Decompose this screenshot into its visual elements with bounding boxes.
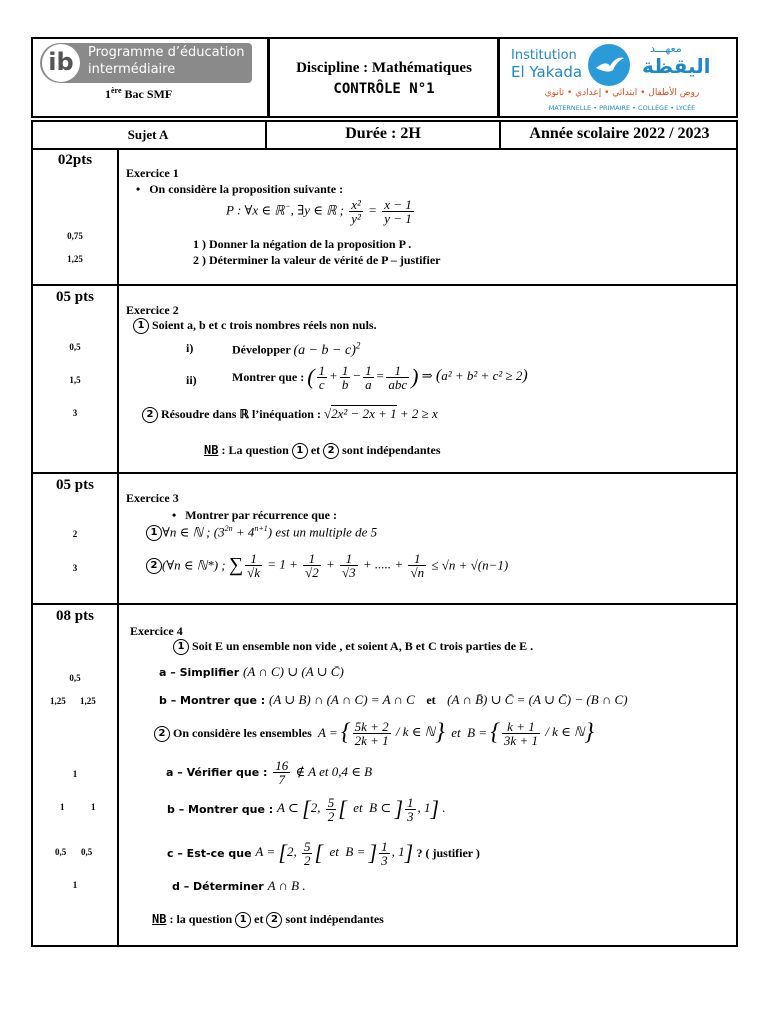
ex4-mark-4a: 1: [60, 802, 65, 812]
annee-label: Année scolaire 2022 / 2023: [529, 125, 710, 142]
ex1-points: 02pts: [57, 152, 93, 168]
ex2-mark-1: 0,5: [69, 342, 81, 352]
sujet-label: Sujet A: [127, 127, 169, 142]
institution-arabic-sub: روض الأطفال • ابتدائي • إعدادي • ثانوي: [544, 88, 700, 98]
ib-logo-mark: ib: [42, 44, 80, 82]
ex4-mark-3: 1: [72, 769, 78, 779]
ex2-nb: NB : La question 1 et 2 sont indépendantes: [204, 443, 441, 459]
discipline-title: Discipline : Mathématiques: [296, 60, 472, 76]
ex4-mark-5a: 0,5: [55, 847, 67, 857]
ex2-title: Exercice 2: [126, 303, 179, 317]
ex2-part-1: 1 Soient a, b et c trois nombres réels non nuls.: [133, 318, 377, 334]
ex1-question-2: 2 ) Déterminer la valeur de vérité de P – justifier: [193, 253, 441, 267]
ex1-bullet: • On considère la proposition suivante :: [136, 182, 344, 196]
ex4-points: 08 pts: [56, 608, 94, 624]
institution-name-line2: El Yakada: [511, 63, 583, 81]
ex3-question-2: 2 (∀n ∈ ℕ*) ; ∑ $\frac{1}{√k}$ = 1 + $\frac{1}{√2}$ + $\frac{1}{√3}$ + ..... + $\frac{1}{√n}$ ≤ √n + √(n−1): [146, 552, 508, 579]
ex2-mark-2: 1,5: [69, 375, 81, 385]
ex4-mark-6: 1: [72, 880, 78, 890]
ex3-bullet: • Montrer par récurrence que :: [172, 508, 337, 522]
ib-logo: [40, 43, 252, 83]
ex4-mark-2a: 1,25: [50, 696, 66, 706]
ex4-nb: NB : la question 1 et 2 sont indépendantes: [152, 912, 384, 928]
header-center-box: [268, 37, 499, 118]
ex3-mark-2: 3: [72, 563, 78, 573]
ib-program-line1: Programme d’éducation: [88, 45, 245, 60]
ex4-q2c-line: c – Est-ce que A = [2, $\frac{5}{2}$ [ et B = ] $\frac{1}{3}$ , 1] ? ( justifier ): [167, 839, 480, 868]
ex4-b-line: b – Montrer que : (A ∪ B) ∩ (A ∩ C) = A ∩ C et (A ∩ B̄) ∪ C̄ = (A ∪ C̄) − (B ∩ C): [159, 692, 628, 707]
ex4-mark-5b: 0,5: [81, 847, 93, 857]
institution-levels: MATERNELLE • PRIMAIRE • COLLÈGE • LYCÉE: [548, 104, 696, 112]
ex2-ii-label: ii): [186, 373, 197, 387]
ex1-proposition: P : ∀x ∈ ℝ−, ∃y ∈ ℝ ; $\frac{\text{x²}}{\text{y²}}$ = $\frac{x - 1}{y - 1}$: [226, 197, 412, 226]
ex4-q2d-line: d – Déterminer A ∩ B .: [172, 878, 306, 893]
ex3-mark-1: 2: [72, 529, 78, 539]
ex1-mark-1: 0,75: [67, 231, 83, 241]
ex3-points: 05 pts: [56, 477, 94, 493]
ex2-points: 05 pts: [56, 289, 94, 305]
institution-name-line1: Institution: [511, 48, 577, 63]
ex4-part-2: 2 On considère les ensembles A = { $\frac{5k + 2}{2k + 1}$ / k ∈ ℕ} et B = { $\frac{k + 1}{3k + 1}$ / k ∈ ℕ}: [154, 720, 594, 747]
ex3-question-1: 1 ∀n ∈ ℕ ; $(3^{2n} + 4^{n+1})$ est un multiple de 5: [146, 524, 377, 541]
ex2-i-label: i): [186, 341, 194, 355]
class-label: 1ère Bac SMF: [105, 86, 173, 101]
ex2-i-text: Développer $(a - b - c)^2$: [232, 340, 361, 358]
ex3-title: Exercice 3: [126, 491, 179, 505]
ex4-mark-2b: 1,25: [80, 696, 96, 706]
ex4-mark-1: 0,5: [69, 673, 81, 683]
duree-label: Durée : 2H: [345, 125, 421, 142]
ex4-q2b-line: b – Montrer que : A ⊂ [2, $\frac{5}{2}$ [ et B ⊂ ] $\frac{1}{3}$ , 1] .: [167, 795, 446, 824]
ex4-q2a-line: a – Vérifier que : $\frac{16}{7}$ ∉ A et 0,4 ∈ B: [166, 758, 373, 787]
controle-title: CONTRÔLE N°1: [333, 81, 435, 97]
ex4-mark-4b: 1: [91, 802, 96, 812]
institution-arabic-title: معهـــد: [650, 42, 682, 55]
ex4-a-line: a – Simplifier (A ∩ C) ∪ (A ∪ C̄): [159, 664, 344, 679]
ex4-title: Exercice 4: [130, 624, 183, 638]
points-column-divider: [117, 148, 119, 945]
ex1-question-1: 1 ) Donner la négation de la proposition P .: [193, 237, 412, 251]
ex1-title: Exercice 1: [126, 166, 179, 180]
ib-program-line2: intermédiaire: [88, 62, 176, 77]
bird-logo-icon: [588, 44, 630, 86]
ex2-ii-text: Montrer que : ( $\frac{1}{c}$ + $\frac{1}{b}$ − $\frac{1}{a}$ = $\frac{1}{\text{abc}}$ ) ⇒ (a² + b² + c² ≥ 2): [232, 363, 528, 392]
ex2-part-2: 2 Résoudre dans ℝ l’inéquation : √2x² − 2x + 1 + 2 ≥ x: [142, 406, 438, 423]
ex2-mark-3: 3: [72, 408, 78, 418]
ex1-mark-2: 1,25: [67, 254, 83, 264]
ex4-part-1: 1 Soit E un ensemble non vide , et soient A, B et C trois parties de E .: [173, 639, 533, 655]
institution-arabic-name: اليقظة: [642, 54, 711, 78]
